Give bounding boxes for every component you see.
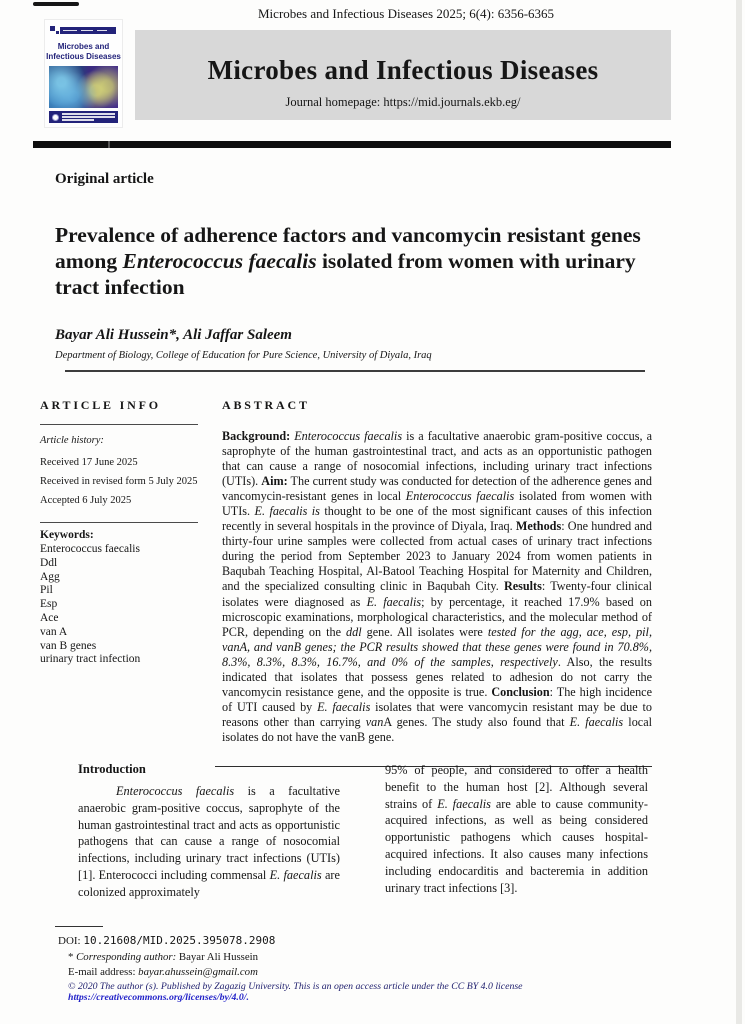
- divider-bar-seam: [108, 141, 110, 148]
- doi-line: [58, 934, 275, 947]
- introduction-paragraph-left: [78, 783, 340, 901]
- text-segment: bayar.ahussein@gmail.com: [138, 966, 258, 978]
- publisher-emblem-icon: [52, 114, 59, 121]
- text-segment: Enterococcus faecalis: [294, 429, 403, 443]
- text-segment: © 2020 The author (s). Published by Zagazig University. This is an open access article under the CC BY 4.0 license: [68, 981, 523, 992]
- text-segment: E-mail address:: [68, 966, 139, 978]
- text-segment: Enterococcus faecalis: [122, 249, 317, 273]
- homepage-url-link[interactable]: https://mid.journals.ekb.eg/: [383, 95, 521, 109]
- journal-banner: [135, 30, 671, 120]
- text-segment: Results: [503, 579, 542, 594]
- list-item: Enterococcus faecalis: [40, 543, 140, 555]
- authors-divider-rule: [65, 370, 645, 372]
- footnote-separator-rule: [55, 926, 103, 927]
- list-item: Agg: [40, 570, 60, 583]
- list-item: Esp: [40, 598, 58, 611]
- text-segment: are colonized approximately: [78, 867, 340, 899]
- cover-microbes-image: [49, 66, 118, 108]
- journal-homepage-line: [135, 95, 671, 110]
- text-segment: *: [68, 951, 77, 963]
- header-citation: Microbes and Infectious Diseases 2025; 6(4): 6356-6365: [258, 6, 555, 21]
- text-segment: is a facultative anaerobic gram-positive coccus, a saprophyte of the human gastrointestinal tract, and acts as an opportunistic pathogen that can cause a range of nosocomial infections, including urinary tract infections (UTIs).: [222, 429, 652, 489]
- text-segment: E. faecalis: [366, 594, 422, 609]
- journal-cover-thumbnail: [45, 20, 122, 127]
- text-segment: ; by percentage, it reached 17.9% based on microscopic examinations, morphological characteristics, and the molecular method of PCR, depending on the: [222, 594, 652, 639]
- list-item: Received in revised form 5 July 2025: [40, 476, 198, 487]
- text-segment: are able to cause community-acquired infections, as well as being considered opportunistic pathogens which causes hospital-acquired infections. It also causes many infections including endocarditis and bacteremia in addition urinary tract infections [3].: [385, 796, 648, 895]
- abstract-text: [222, 429, 652, 745]
- text-segment: Methods: [515, 519, 562, 534]
- cover-microtext-line: [97, 30, 107, 32]
- homepage-label: Journal homepage:: [285, 95, 384, 109]
- text-segment: van: [365, 714, 384, 729]
- text-segment: Background:: [222, 429, 295, 443]
- text-segment: Conclusion: [491, 684, 550, 699]
- cover-logo-dot: [50, 26, 55, 31]
- doi-label: DOI:: [58, 935, 84, 947]
- article-type-label: Original article: [55, 171, 154, 187]
- text-segment: The current study was conducted for detection of the adherence genes and vancomycin-resistant genes in local: [222, 474, 652, 504]
- text-segment: isolated from women with urinary tract infection: [55, 249, 636, 299]
- introduction-right-column: [385, 762, 648, 896]
- text-segment: A genes. The study also found that: [383, 714, 570, 729]
- list-item: van A: [40, 625, 68, 638]
- abstract-column: [222, 398, 652, 745]
- text-segment: : The high incidence of UTI caused by: [222, 684, 652, 714]
- email-line: [68, 966, 258, 978]
- scan-artifact-mark: [33, 2, 79, 6]
- abstract-heading: ABSTRACT: [222, 398, 310, 412]
- introduction-heading: Introduction: [78, 762, 146, 776]
- text-segment: isolates that were vancomycin resistant may be due to reasons other than carrying: [222, 699, 652, 729]
- header-divider-bar: [33, 141, 671, 148]
- keywords-label: Keywords:: [40, 529, 94, 541]
- list-item: Ace: [40, 611, 59, 624]
- text-segment: . Also, the results indicated that isolates that possess genes related to adhesion do not carry the vancomycin resistance gene, and the opposite is true.: [222, 654, 652, 699]
- affiliation-line: Department of Biology, College of Education for Pure Science, University of Diyala, Iraq: [55, 350, 432, 361]
- text-segment[interactable]: https://creativecommons.org/licenses/by/4.0/.: [68, 992, 249, 1003]
- list-item: urinary tract infection: [40, 653, 141, 666]
- text-segment: local isolates do not have the vanB gene.: [222, 714, 652, 744]
- introduction-left-column: [78, 762, 340, 901]
- journal-title: Microbes and Infectious Diseases: [207, 55, 599, 85]
- text-segment: ddl: [346, 624, 362, 639]
- doi-value: 10.21608/MID.2025.395078.2908: [83, 934, 276, 947]
- article-history-label: Article history:: [40, 435, 104, 446]
- cover-microtext-line: [63, 30, 77, 32]
- cover-journal-title: [45, 42, 122, 62]
- cover-microtext-line: [62, 113, 115, 114]
- text-segment: is a facultative anaerobic gram-positive coccus, saprophyte of the human gastrointestinal tract and acts as opportunistic pathogens that can cause a range of nosocomial infections, including urinary tract infections (UTIs) [1]. Enterococci including commensal: [78, 784, 340, 882]
- cover-logo-dot: [56, 31, 59, 34]
- page-edge-shadow: [736, 0, 742, 1024]
- cover-microtext-line: [62, 116, 115, 117]
- text-segment: E. faecalis: [317, 699, 371, 714]
- text-segment: isolated from women with UTIs.: [222, 489, 652, 519]
- article-title: [55, 222, 663, 300]
- article-info-column: [40, 398, 198, 667]
- list-item: Pil: [40, 584, 53, 597]
- authors-line: Bayar Ali Hussein*, Ali Jaffar Saleem: [55, 327, 292, 343]
- cover-microtext-line: [81, 30, 93, 32]
- cover-microtext-line: [62, 119, 94, 120]
- cover-microtext-block: [62, 112, 115, 122]
- text-segment: 95% of people, and considered to offer a health benefit to the human host [2]. Although several strains of: [385, 763, 648, 811]
- text-segment: : One hundred and thirty-four urine samples were collected from actual cases of urinary tract infections during the period from September 2023 to January 2024 from women patients in Baqubah Teaching Hospital, Al-Batool Teaching Hospital for Maternity and Children, and the specialized consulting clinic in Baqubah City.: [222, 519, 652, 594]
- list-item: Ddl: [40, 556, 58, 569]
- text-segment: Bayar Ali Hussein: [176, 951, 259, 963]
- text-segment: E. faecalis: [569, 714, 624, 729]
- article-info-heading: ARTICLE INFO: [40, 398, 161, 412]
- text-segment: Enterococcus faecalis: [116, 784, 235, 798]
- text-segment: E. faecalis: [269, 867, 322, 882]
- cover-bottom-bar: [49, 111, 118, 123]
- keywords-list: [40, 543, 198, 667]
- text-segment: E. faecalis is: [254, 504, 320, 519]
- cover-top-bar: [60, 27, 116, 34]
- copyright-license-line: [68, 981, 668, 1003]
- article-info-rule: [40, 424, 198, 425]
- text-segment: Aim:: [261, 474, 288, 489]
- text-segment: Corresponding author:: [76, 951, 177, 963]
- text-segment: Prevalence of adherence factors and vancomycin resistant genes among: [55, 223, 641, 273]
- cover-title-line1: Microbes and: [57, 42, 110, 51]
- keywords-rule: [40, 522, 198, 523]
- introduction-paragraph-right: [385, 762, 648, 896]
- text-segment: E. faecalis: [437, 796, 491, 811]
- text-segment: gene. All isolates were: [361, 624, 488, 639]
- text-segment: : Twenty-four clinical isolates were diagnosed as: [222, 579, 652, 609]
- list-item: Received 17 June 2025: [40, 457, 138, 468]
- corresponding-author-line: [68, 951, 258, 963]
- text-segment: thought to be one of the most significant causes of this infection recently in several hospitals in the province of Diyala, Iraq.: [222, 504, 652, 534]
- text-segment: Enterococcus faecalis: [405, 489, 515, 504]
- text-segment: tested for the agg, ace, esp, pil, vanA, and vanB genes; the PCR results showed that these genes were found in 70.8%, 8.3%, 8.3%, 8.3%, 16.7%, and 0% of the samples, respectively: [222, 624, 652, 669]
- list-item: van B genes: [40, 639, 97, 652]
- article-history-list: [40, 453, 198, 510]
- list-item: Accepted 6 July 2025: [40, 495, 132, 506]
- cover-title-line2: Infectious Diseases: [46, 52, 121, 61]
